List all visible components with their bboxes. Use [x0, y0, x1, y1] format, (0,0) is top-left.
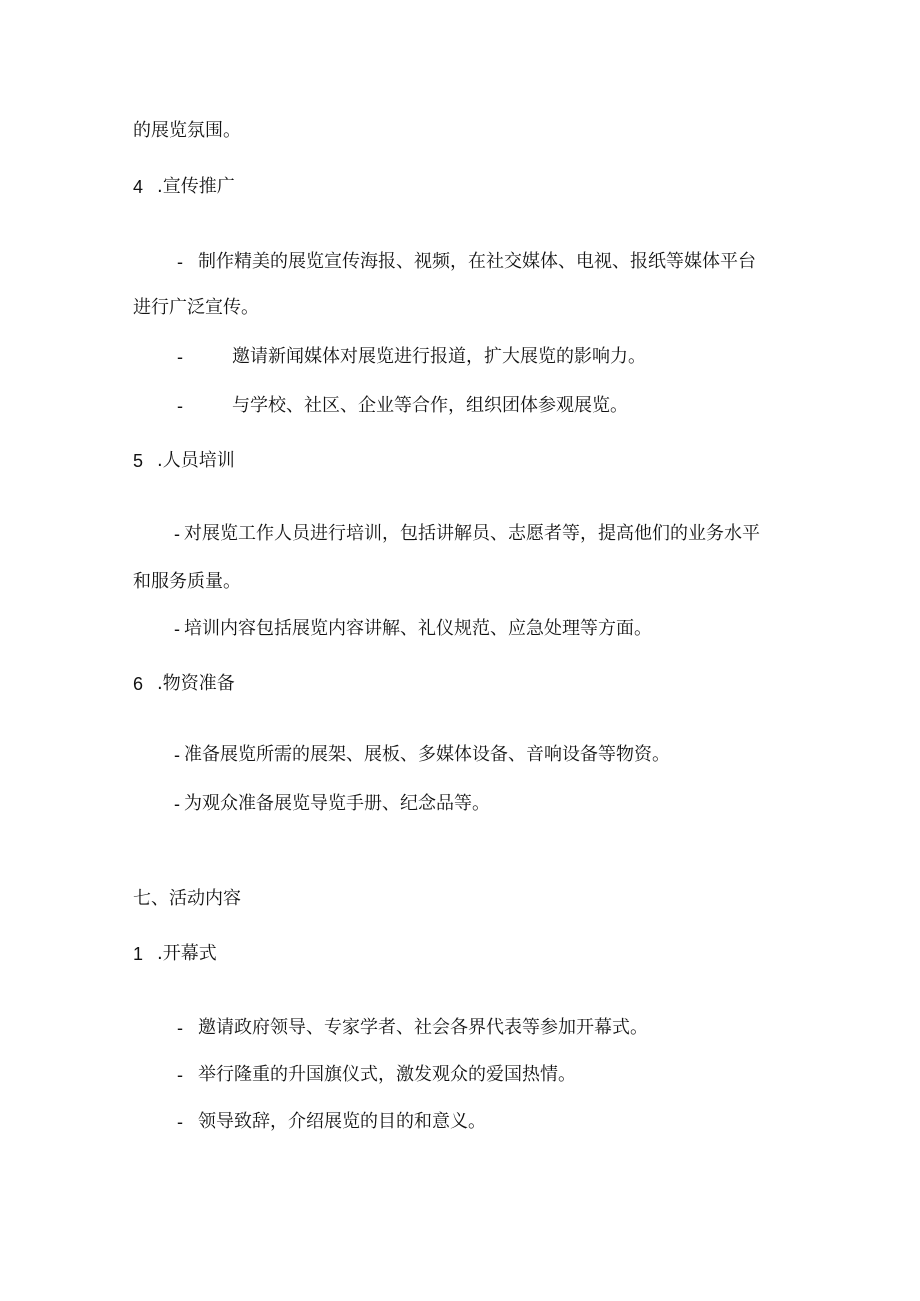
section-1-number: 1 [133, 944, 144, 964]
section-4-title: .宣传推广 [157, 176, 235, 197]
section-5-item-1-line-1: 对展览工作人员进行培训，包括讲解员、志愿者等，提高他们的业务水平 [184, 523, 760, 544]
section-5-title: .人员培训 [157, 450, 235, 471]
section-1-item-1: 邀请政府领导、专家学者、社会各界代表等参加开幕式。 [198, 1017, 648, 1038]
bullet-dash: - [177, 252, 183, 272]
bullet-dash: - [177, 1018, 183, 1038]
bullet-dash: - [177, 396, 183, 416]
section-4-number: 4 [133, 177, 144, 197]
section-4-item-1-line-2: 进行广泛宣传。 [133, 297, 259, 318]
section-6-number: 6 [133, 674, 144, 694]
bullet-dash: - [177, 1112, 183, 1132]
section-1-title: .开幕式 [157, 943, 217, 964]
bullet-dash: - [177, 1065, 183, 1085]
chapter-7-heading: 七、活动内容 [133, 888, 241, 909]
section-4-item-3: 与学校、社区、企业等合作，组织团体参观展览。 [232, 395, 628, 416]
bullet-dash: - [177, 347, 183, 367]
bullet-dash: - [174, 524, 180, 544]
section-4-item-2: 邀请新闻媒体对展览进行报道，扩大展览的影响力。 [232, 346, 646, 367]
section-6-item-1: 准备展览所需的展架、展板、多媒体设备、音响设备等物资。 [184, 744, 670, 765]
section-5-item-2: 培训内容包括展览内容讲解、礼仪规范、应急处理等方面。 [184, 618, 652, 639]
section-1-item-3: 领导致辞，介绍展览的目的和意义。 [198, 1111, 486, 1132]
bullet-dash: - [174, 745, 180, 765]
section-1-item-2: 举行隆重的升国旗仪式，激发观众的爱国热情。 [198, 1064, 576, 1085]
section-6-title: .物资准备 [157, 673, 235, 694]
bullet-dash: - [174, 794, 180, 814]
section-6-item-2: 为观众准备展览导览手册、纪念品等。 [184, 793, 490, 814]
paragraph-tail: 的展览氛围。 [133, 120, 241, 141]
section-5-number: 5 [133, 451, 144, 471]
section-4-item-1-line-1: 制作精美的展览宣传海报、视频，在社交媒体、电视、报纸等媒体平台 [198, 251, 756, 272]
bullet-dash: - [174, 619, 180, 639]
section-5-item-1-line-2: 和服务质量。 [133, 571, 241, 592]
